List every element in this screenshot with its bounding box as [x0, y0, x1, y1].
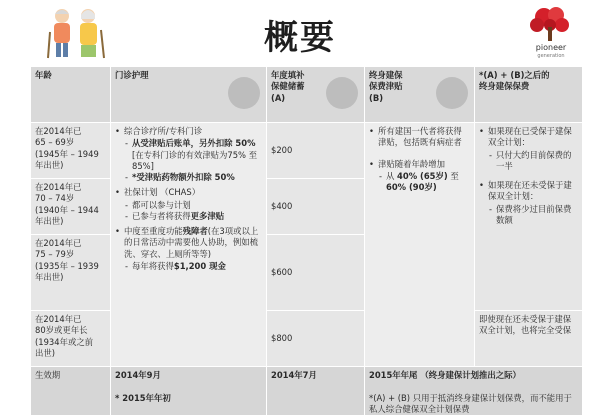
list-item: - 已参与者将获得更多津贴 [124, 211, 262, 222]
svg-text:pioneer: pioneer [535, 43, 567, 52]
list-item: - 保费将少过目前保费数额 [488, 204, 578, 227]
list-item: - 只付大约目前保费的一半 [488, 150, 578, 173]
page-title: 概要 [264, 18, 336, 58]
pioneer-generation-logo [522, 3, 580, 61]
header-annual-top-up: 年度填补 保健储蓄 (A) [267, 67, 365, 123]
list-item: • 如果现在还未受保于建保双全计划： - 保费将少过目前保费数额 [479, 180, 578, 226]
list-item: • 津贴随着年龄增加 - 从 40% (65岁) 至 60% (90岁) [369, 159, 470, 194]
list-item: • 中度至重度功能残障者(在3项或以上的日常活动中需要他人协助，例如梳洗、穿衣、上厕所等等) - 每年将获得$1,200 现金 [115, 226, 262, 272]
clinic-care-cell [111, 123, 267, 367]
header-premium-subsidy: 终身建保 保费津贴 (B) [365, 67, 475, 123]
age-group-cell: 在2014年已 75 – 79岁 (1935年 – 1939 年出世) [31, 235, 111, 311]
premium-subsidy-cell [365, 123, 475, 367]
summary-table [30, 66, 583, 415]
piggy-bank-icon [326, 77, 358, 109]
slide-header [0, 0, 600, 62]
stethoscope-icon [228, 77, 260, 109]
list-item: - *受津贴药物额外扣除 50% [124, 172, 262, 183]
effective-date-row [31, 367, 583, 415]
list-item: - 每年将获得$1,200 现金 [124, 261, 262, 272]
table-row [31, 123, 583, 179]
list-item: • 综合诊疗所/专科门诊 - 从受津贴后账单，另外扣除 50% [在专科门诊的有效津贴为75% 至 85%] - *受津贴药物额外扣除 50% [115, 126, 262, 183]
table-header-row [31, 67, 583, 123]
effective-date-label: 生效期 [31, 367, 111, 415]
list-item: • 社保计划 （CHAS） - 都可以参与计划 - 已参与者将获得更多津贴 [115, 187, 262, 222]
top-up-effective-date: 2014年7月 [267, 367, 365, 415]
top-up-amount: $600 [267, 235, 365, 311]
after-premium-note: 即使现在还未受保于建保双全计划，也将完全受保 [475, 311, 583, 367]
after-premium-cell [475, 123, 583, 311]
age-group-cell: 在2014年已 65 – 69岁 (1945年 – 1949 年出世) [31, 123, 111, 179]
list-item: • 如果现在已受保于建保双全计划： - 只付大约目前保费的一半 [479, 126, 578, 172]
subsidy-effective-date: 2015年年尾 （终身建保计划推出之际） *(A) + (B) 只用于抵消终身建保计划保费，而不能用于私人综合健保双全计划保费 [365, 367, 583, 415]
list-item: - 从受津贴后账单，另外扣除 50% [在专科门诊的有效津贴为75% 至 85%] [124, 138, 262, 172]
header-age: 年龄 [31, 67, 111, 123]
clinic-effective-date: 2014年9月 * 2015年年初 [111, 367, 267, 415]
age-group-cell: 在2014年已 70 – 74岁 (1940年 – 1944 年出世) [31, 179, 111, 235]
svg-text:generation: generation [537, 53, 565, 59]
list-item: - 都可以参与计划 [124, 200, 262, 211]
top-up-amount: $400 [267, 179, 365, 235]
umbrella-icon [436, 77, 468, 109]
header-clinic: 门诊护理 [111, 67, 267, 123]
top-up-amount: $200 [267, 123, 365, 179]
age-group-cell: 在2014年已 80岁或更年长 (1934年或之前 出世) [31, 311, 111, 367]
header-after-premium: *(A) + (B)之后的 终身建保保费 [475, 67, 583, 123]
list-item: • 所有建国一代者将获得津贴，包括既有病症者 [369, 126, 470, 149]
list-item: - 从 40% (65岁) 至 60% (90岁) [378, 171, 470, 194]
top-up-amount: $800 [267, 311, 365, 367]
